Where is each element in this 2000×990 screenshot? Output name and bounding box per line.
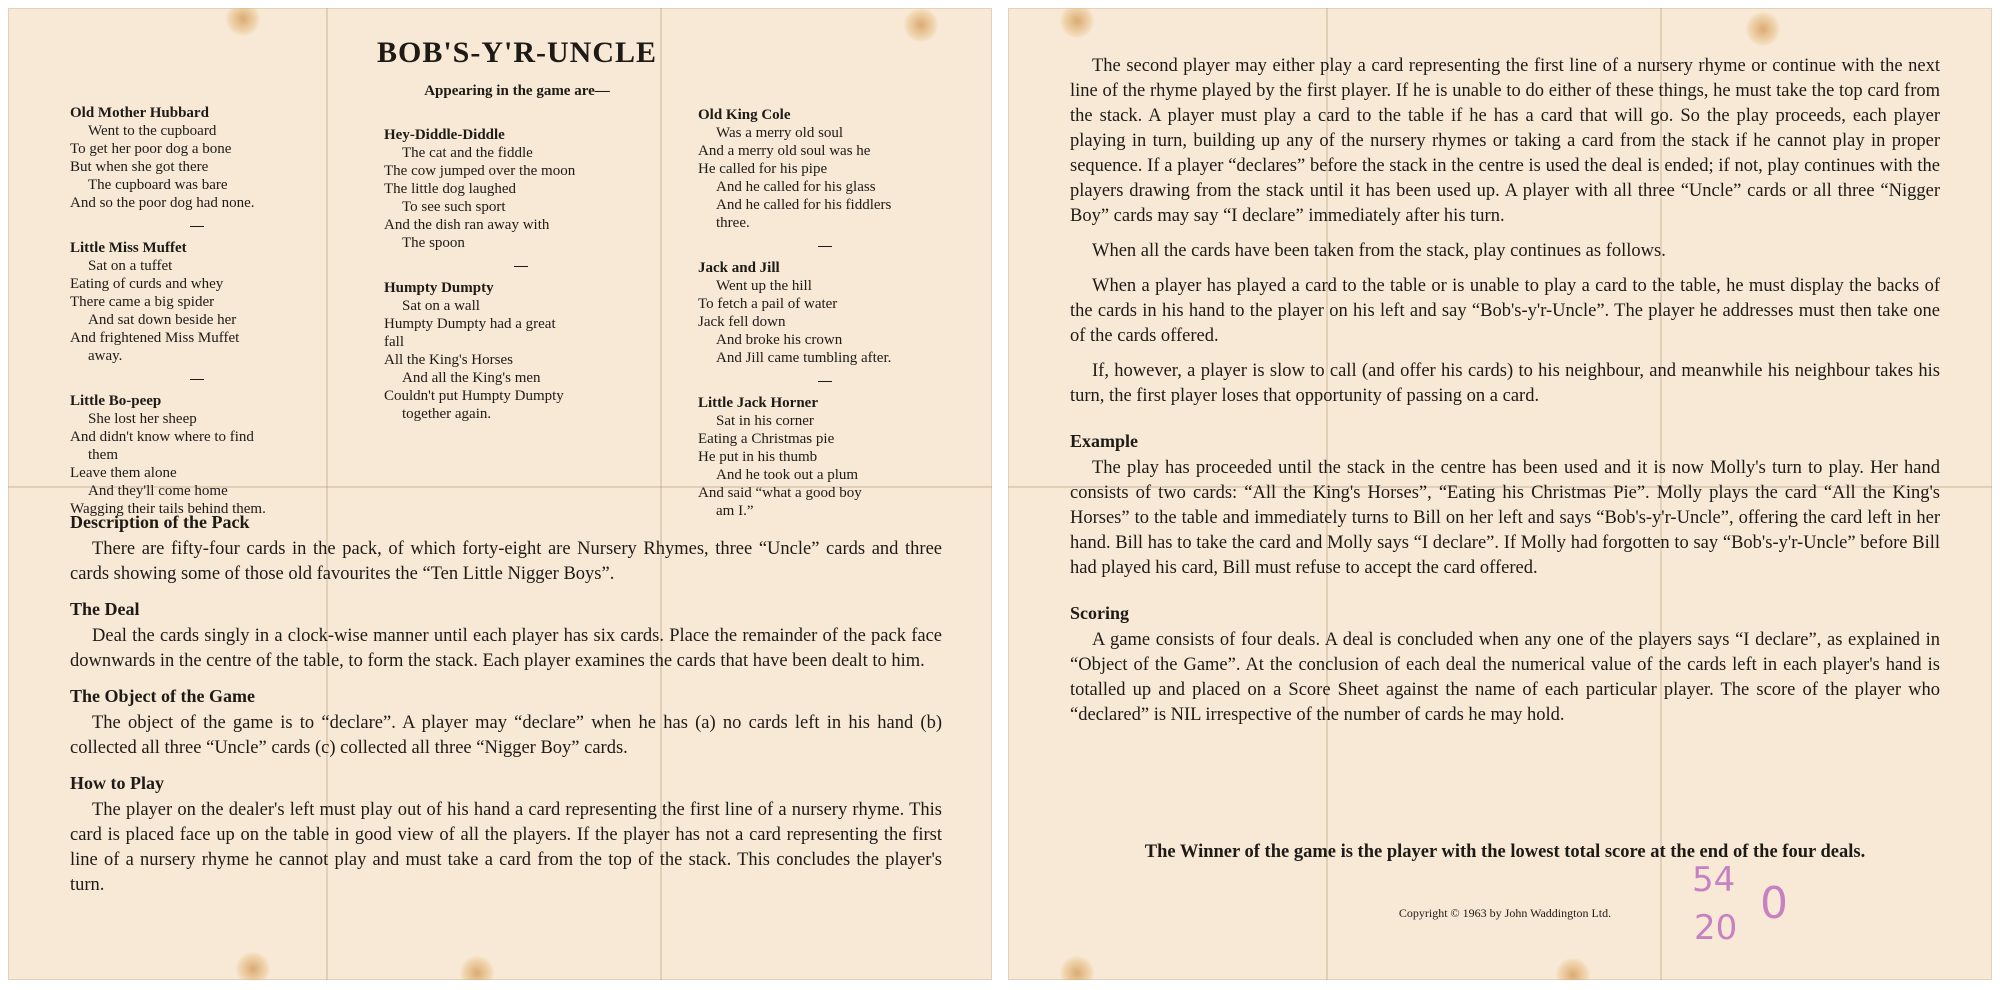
left-rules-text [70,500,942,904]
right-page [1008,8,1992,980]
rhyme-line: Went up the hill [716,278,812,294]
stain [236,952,270,980]
rhyme-line: The spoon [402,235,465,251]
rhyme-block [384,126,654,252]
rhyme-line: The cow jumped over the moon [384,163,576,179]
stain [460,956,494,980]
divider [190,379,204,380]
rhyme-line: three. [716,215,750,231]
rhyme-line: He put in his thumb [698,449,818,465]
subtitle: Appearing in the game are— [424,83,610,99]
paragraph: There are fifty-four cards in the pack, of which forty-eight are Nursery Rhymes, three “Uncle” cards and three cards showing some of those old favourites the “Ten Little Nigger Boys”. [70,539,942,584]
rhyme-block [70,239,335,365]
rhyme-line: them [88,447,118,463]
rhyme-line: And they'll come home [88,483,228,499]
rhyme-line: Was a merry old soul [716,125,844,141]
rhyme-line: There came a big spider [70,294,215,310]
rhyme-line: And Jill came tumbling after. [716,350,892,366]
rhyme-line: The cupboard was bare [88,177,228,193]
copyright-notice: Copyright © 1963 by John Waddington Ltd. [1398,906,1612,920]
game-title: BOB'S-Y'R-UNCLE [376,36,658,69]
rhyme-title: Old King Cole [698,107,791,123]
rhyme-block [698,106,958,232]
rhyme-title: Hey-Diddle-Diddle [384,127,505,143]
rhyme-title: Jack and Jill [698,260,780,276]
right-rules-text [1070,54,1940,738]
stain [1746,12,1780,46]
divider [190,226,204,227]
rhyme-line: fall [384,334,404,350]
rhyme-line: And so the poor dog had none. [70,195,255,211]
pencil-mark: 20 [1694,908,1738,948]
rhyme-title: Old Mother Hubbard [70,105,209,121]
stain [1060,956,1094,980]
rhyme-line: All the King's Horses [384,352,513,368]
rhyme-line: Eating a Christmas pie [698,431,835,447]
pencil-mark: 0 [1760,878,1788,929]
rhyme-line: To see such sport [402,199,506,215]
section-heading: The Object of the Game [70,686,255,706]
rhyme-title: Little Miss Muffet [70,240,187,256]
rhyme-line: To fetch a pail of water [698,296,838,312]
winner-statement: The Winner of the game is the player with the lowest total score at the end of the four deals. [1144,842,1866,862]
section-heading: How to Play [70,773,164,793]
rhyme-line: The little dog laughed [384,181,517,197]
rhyme-title: Humpty Dumpty [384,280,494,296]
divider [818,381,832,382]
rhyme-line: And he took out a plum [716,467,859,483]
rhyme-line: Jack fell down [698,314,786,330]
rhyme-line: Humpty Dumpty had a great [384,316,556,332]
paragraph: A game consists of four deals. A deal is concluded when any one of the players says “I declare”, as explained in “Object of the Game”. At the conclusion of each deal the numerical value of the cards left in each player's hand is totalled up and placed on a Score Sheet against the name of each particular player. The score of the player who “declared” is NIL irrespective of the number of cards he may hold. [1070,630,1940,725]
rhyme-line: am I.” [716,503,754,519]
paragraph: The play has proceeded until the stack in the centre has been used and it is now Molly's turn to play. Her hand consists of two cards: “All the King's Horses”, “Eating his Christmas Pie”. Molly plays the card “All the King's Horses” to the table and immediately turns to Bill on her left and says “Bob's-y'r-Uncle”, offering the card left in her hand. Bill has to take the card and Molly says “I declare”. If Molly had forgotten to say “Bob's-y'r-Uncle” before Bill had played his card, Bill must refuse to accept the card offered. [1070,458,1940,578]
paragraph: Deal the cards singly in a clock-wise manner until each player has six cards. Place the remainder of the pack face downwards in the centre of the table, to form the stack. Each player examines the cards that have been dealt to him. [70,626,942,671]
paragraph: The object of the game is to “declare”. A player may “declare” when he has (a) no cards left in his hand (b) collected all three “Uncle” cards (c) collected all three “Nigger Boy” cards. [70,713,942,758]
divider [818,246,832,247]
rhyme-line: He called for his pipe [698,161,828,177]
rhyme-line: Sat on a wall [402,298,480,314]
rhyme-line: And a merry old soul was he [698,143,871,159]
left-page [8,8,992,980]
paragraph: When all the cards have been taken from the stack, play continues as follows. [1092,241,1666,261]
rhyme-block [698,259,958,367]
paragraph: If, however, a player is slow to call (and offer his cards) to his neighbour, and meanwhile his neighbour takes his turn, the first player loses that opportunity of passing on a card. [1070,361,1940,406]
rhyme-column-2 [384,126,654,437]
rhyme-line: She lost her sheep [88,411,197,427]
rhyme-line: Went to the cupboard [88,123,217,139]
rhyme-title: Little Bo-peep [70,393,162,409]
rhyme-line: And he called for his glass [716,179,876,195]
rhyme-line: And frightened Miss Muffet [70,330,240,346]
rhyme-line: away. [88,348,123,364]
pencil-mark: 54 [1692,860,1736,900]
divider [514,266,528,267]
paragraph: The second player may either play a card representing the first line of a nursery rhyme or continue with the next line of the rhyme played by the first player. If he is unable to do either of these things, he must take the top card from the stack. A player must play a card to the table if he has a card that will go. So the play proceeds, each player playing in turn, building up any of the nursery rhymes or taking a card from the stack if he cannot play in proper sequence. If a player “declares” before the stack in the centre is used the deal is ended; if not, play continues with the players drawing from the stack until it has been used up. A player with all three “Uncle” cards or all three “Nigger Boy” cards may say “I declare” immediately after his turn. [1070,56,1940,226]
section-heading: Scoring [1070,603,1130,623]
rhyme-line: And said “what a good boy [698,485,862,501]
rhyme-line: And sat down beside her [88,312,237,328]
rhyme-block [70,104,335,212]
section-heading: Example [1070,431,1139,451]
rhyme-line: And didn't know where to find [70,429,254,445]
rhyme-line: The cat and the fiddle [402,145,533,161]
section-heading: Description of the Pack [70,512,250,532]
rhyme-line: But when she got there [70,159,209,175]
paragraph: When a player has played a card to the table or is unable to play a card to the table, he must display the backs of the cards in his hand to the player on his left and say “Bob's-y'r-Uncle”. The player he addresses must then take one of the cards offered. [1070,276,1940,346]
rhyme-block [384,279,654,423]
rhyme-line: To get her poor dog a bone [70,141,232,157]
rhyme-line: Sat in his corner [716,413,814,429]
stain [904,8,938,42]
rhyme-column-3 [698,106,958,534]
rhyme-line: Sat on a tuffet [88,258,173,274]
rhyme-title: Little Jack Horner [698,395,818,411]
rhyme-line: And he called for his fiddlers [716,197,892,213]
rhyme-line: And all the King's men [402,370,541,386]
rhyme-line: Eating of curds and whey [70,276,224,292]
stain [1556,958,1590,980]
rhyme-line: Couldn't put Humpty Dumpty [384,388,564,404]
rhyme-line: And broke his crown [716,332,843,348]
paragraph: The player on the dealer's left must play out of his hand a card representing the first line of a nursery rhyme. This card is placed face up on the table in good view of all the players. If the player has not a card representing the first line of a nursery rhyme he cannot play and must take a card from the top of the stack. This concludes the player's turn. [70,800,942,895]
rhyme-line: together again. [402,406,492,422]
stain [226,8,260,36]
rhyme-line: And the dish ran away with [384,217,550,233]
stain [1060,8,1094,38]
rhyme-line: Wagging their tails behind them. [70,501,266,517]
rhyme-line: Leave them alone [70,465,177,481]
rhyme-column-1 [70,104,335,532]
section-heading: The Deal [70,599,140,619]
